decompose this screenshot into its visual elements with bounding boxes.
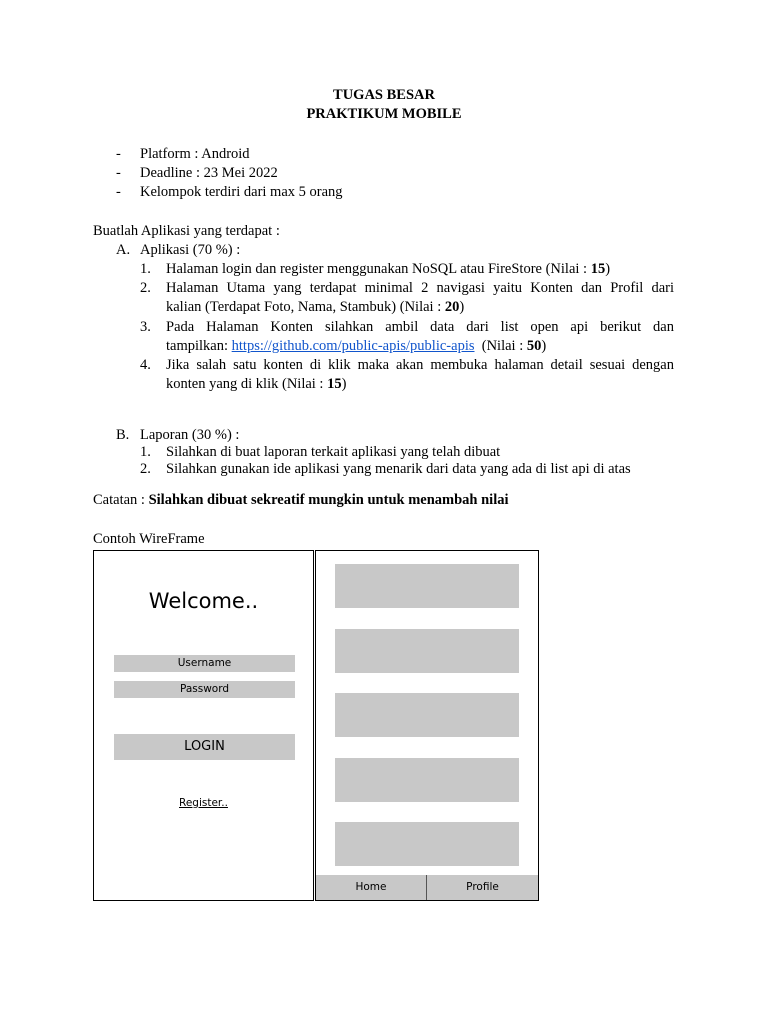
section-a-item-3-line2: tampilkan: https://github.com/public-apis/public-apis (Nilai : 50) [166,338,547,354]
content-card-placeholder[interactable] [335,564,519,608]
nav-home-tab[interactable]: Home [316,875,427,900]
section-a-heading: Aplikasi (70 %) : [140,242,241,258]
info-dash: - [116,146,121,162]
section-b-marker: B. [116,427,130,443]
document-title-line1: TUGAS BESAR [333,87,435,103]
register-link[interactable]: Register.. [179,797,228,809]
content-card-placeholder[interactable] [335,693,519,737]
section-a-item-1: Halaman login dan register menggunakan NoSQL atau FireStore (Nilai : 15) [166,261,611,277]
bottom-nav-bar [316,875,538,900]
password-field[interactable]: Password [114,681,295,698]
section-a-item-3-line1: Pada Halaman Konten silahkan ambil data dari list open api berikut dan [166,319,674,335]
section-b-heading: Laporan (30 %) : [140,427,240,443]
section-b-item-2: Silahkan gunakan ide aplikasi yang menarik dari data yang ada di list api di atas [166,461,631,477]
item-number: 1. [140,444,151,460]
item-number: 3. [140,319,151,335]
note-label: Catatan : [93,492,149,508]
nav-profile-tab[interactable]: Profile [466,881,499,893]
content-card-placeholder[interactable] [335,758,519,802]
info-platform: Platform : Android [140,146,250,162]
info-dash: - [116,165,121,181]
section-a-marker: A. [116,242,131,258]
info-dash: - [116,184,121,200]
info-deadline: Deadline : 23 Mei 2022 [140,165,278,181]
item-number: 2. [140,461,151,477]
item-number: 1. [140,261,151,277]
section-b-item-1: Silahkan di buat laporan terkait aplikasi yang telah dibuat [166,444,501,460]
section-a-item-4-line2: konten yang di klik (Nilai : 15) [166,376,347,392]
content-card-placeholder[interactable] [335,629,519,673]
username-field[interactable]: Username [114,655,295,672]
section-a-item-2-line1: Halaman Utama yang terdapat minimal 2 navigasi yaitu Konten dan Profil dari [166,280,674,296]
content-card-placeholder[interactable] [335,822,519,866]
note [93,492,509,509]
intro-text: Buatlah Aplikasi yang terdapat : [93,223,280,239]
item-number: 2. [140,280,151,296]
public-apis-link[interactable]: https://github.com/public-apis/public-apis [231,338,475,354]
welcome-heading: Welcome.. [148,589,259,613]
home-wireframe [315,550,539,901]
note-text: Silahkan dibuat sekreatif mungkin untuk menambah nilai [148,492,509,508]
info-group-size: Kelompok terdiri dari max 5 orang [140,184,343,200]
section-a-item-2-line2: kalian (Terdapat Foto, Nama, Stambuk) (Nilai : 20) [166,299,465,315]
section-a-item-4-line1: Jika salah satu konten di klik maka akan membuka halaman detail sesuai dengan [166,357,674,373]
wireframe-caption: Contoh WireFrame [93,531,205,547]
document-title-line2: PRAKTIKUM MOBILE [306,106,462,122]
login-button[interactable]: LOGIN [114,734,295,760]
login-wireframe [93,550,314,901]
item-number: 4. [140,357,151,373]
